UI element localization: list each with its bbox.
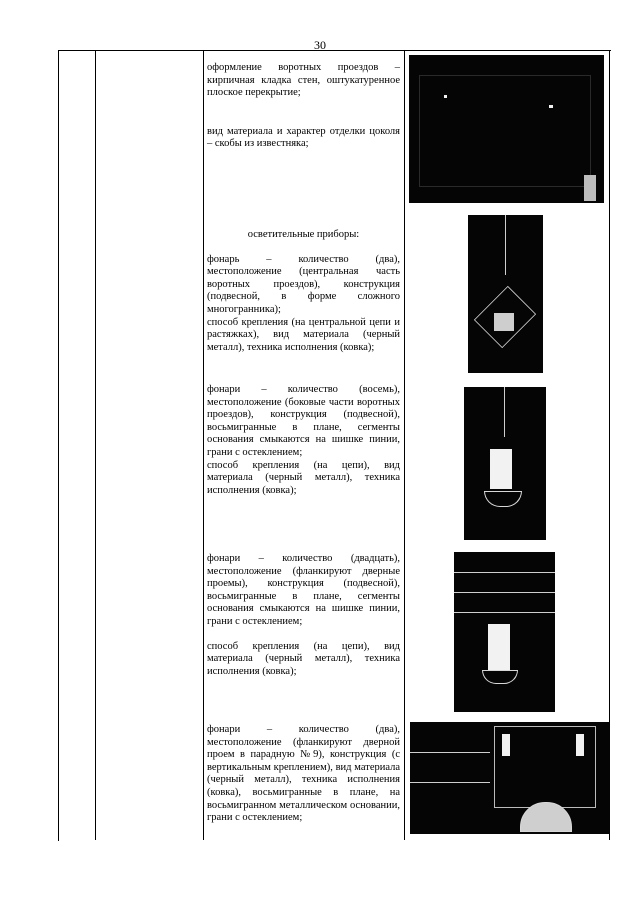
row-2-heading: осветительные приборы:	[247, 229, 360, 240]
row-1-text	[207, 62, 400, 151]
doorway-lantern-photo	[454, 552, 555, 712]
side-lantern-chain	[504, 387, 505, 437]
row-3-text	[207, 384, 400, 497]
page-number: 30	[314, 38, 326, 52]
row-3-paragraph-2: способ крепления (на цепи), вид материала (черный металл), техника исполнения (ковка);	[207, 459, 400, 496]
row-1-paragraph-2: вид материала и характер отделки цоколя – скобы из известняка;	[207, 125, 400, 150]
central-lantern-photo	[468, 215, 543, 373]
row-2-paragraph-2: способ крепления (на центральной цепи и растяжках), вид материала (черный металл), техника исполнения (ковка);	[207, 316, 400, 353]
brick-line-3	[454, 612, 555, 613]
gateway-passage-photo	[409, 55, 604, 203]
table-column-divider-1	[95, 50, 96, 840]
table-column-divider-2	[203, 50, 204, 840]
side-lantern-glass	[490, 449, 512, 489]
entrance-lanterns-photo	[410, 722, 610, 834]
table-column-divider-3	[404, 50, 405, 840]
lantern-chain	[505, 215, 506, 275]
entrance-brick-line-2	[410, 782, 490, 783]
entrance-lantern-glass-1	[502, 734, 510, 756]
entrance-lantern-glass-2	[576, 734, 584, 756]
row-2-paragraph-1: фонарь – количество (два), местоположение (центральная часть воротных проездов), конструкция (подвесной, в форме сложного многогранника);	[207, 253, 400, 315]
lantern-glass	[494, 313, 514, 331]
side-lantern-base	[484, 491, 522, 507]
row-2-text	[207, 229, 400, 354]
side-lantern-photo	[464, 387, 546, 540]
row-5-text	[207, 724, 400, 825]
gateway-light-1	[444, 95, 447, 98]
row-4-text	[207, 553, 400, 678]
gateway-arch-shape	[419, 75, 591, 187]
row-4-paragraph-1: фонари – количество (двадцать), местоположение (фланкируют дверные проемы), конструкция (подвесной), восьмигранные в плане, сегменты основания смыкаются на шишке пинии, грани с остеклением;	[207, 553, 400, 627]
doorway-lantern-glass	[488, 624, 510, 670]
brick-line-1	[454, 572, 555, 573]
row-5-paragraph-1: фонари – количество (два), местоположение (фланкируют дверной проем в парадную №9), конструкция (с вертикальным креплением), вид материала (черный металл), техника исполнения (ковка), восьмигранные в плане, на восьмигранном металлическом основании, грани с остеклением;	[207, 724, 400, 824]
row-4-paragraph-2: способ крепления (на цепи), вид материала (черный металл), техника исполнения (ковка);	[207, 640, 400, 677]
row-1-paragraph-1: оформление воротных проездов – кирпичная кладка стен, оштукатуренное плоское перекрытие;	[207, 62, 400, 99]
doorway-lantern-base	[482, 670, 518, 684]
brick-line-2	[454, 592, 555, 593]
row-3-paragraph-1: фонари – количество (восемь), местоположение (боковые части воротных проездов), конструкция (подвесной), восьмигранные в плане, сегменты основания смыкаются на шишке пинии, грани с остеклением;	[207, 384, 400, 458]
gateway-light-2	[549, 105, 553, 108]
entrance-brick-line-1	[410, 752, 490, 753]
gateway-wall-highlight	[584, 175, 596, 201]
